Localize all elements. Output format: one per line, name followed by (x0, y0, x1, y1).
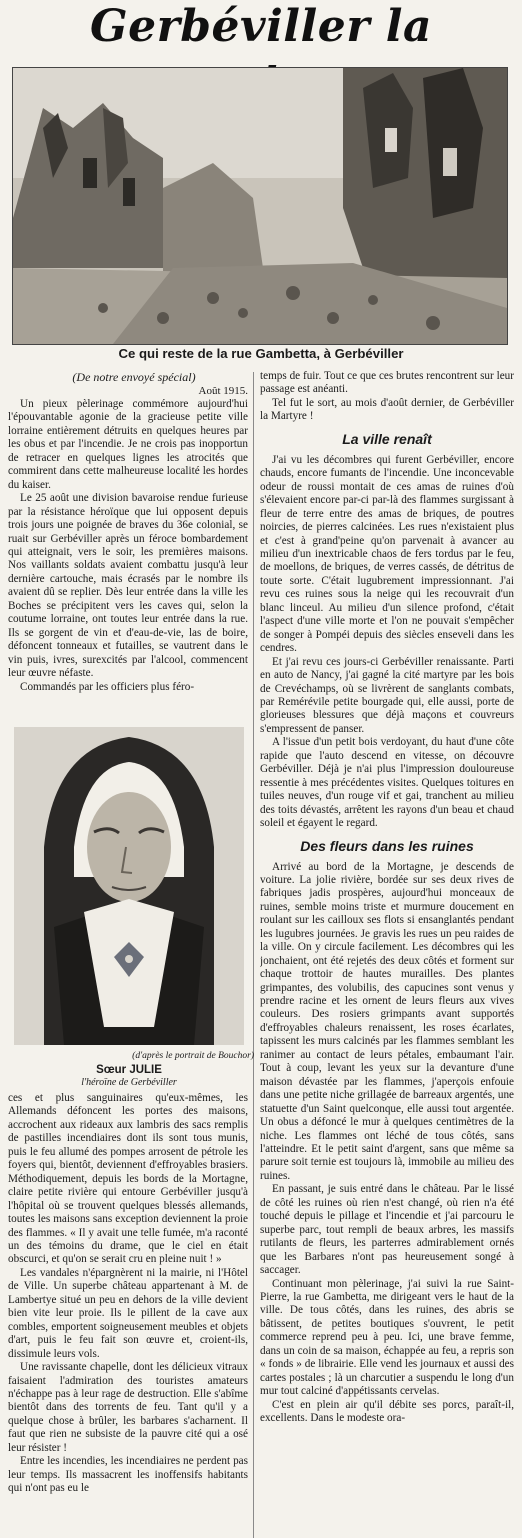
paragraph: Tel fut le sort, au mois d'août dernier, de Gerbéviller la Martyre ! (260, 396, 514, 423)
paragraph: Les vandales n'épargnèrent ni la mairie, ni l'Hôtel de Ville. Un superbe château appartenant à M. de Lambertye situé un peu en dehors de la ville devient bien vite leur proie. Ils le pillent de la cave aux combles, emportent soigneusement meubles et objets d'art, puis le feu fait son œuvre et, croient-ils, dissimule leurs vols. (8, 1266, 248, 1360)
dateline: Août 1915. (198, 385, 248, 397)
paragraph: Entre les incendies, les incendiaires ne perdent pas leur temps. Ils massacrent les inoffensifs habitants qui n'ont pas eu le (8, 1455, 248, 1495)
ruins-photo (12, 67, 508, 345)
subhead-ville-renait: La ville renaît (342, 430, 432, 447)
paragraph: Une ravissante chapelle, dont les délicieux vitraux faisaient l'admiration des touristes amateurs n'échappe pas à leur rage de destruction. Elle s'abîme bientôt dans des torrents de feu. Tant qu'il y a quelque chose à brûler, les barbares s'acharnent. Il faut que rien ne subsiste de la pauvre cité qui a osé leur résister ! (8, 1361, 248, 1454)
paragraph: temps de fuir. Tout ce que ces brutes rencontrent sur leur passage est anéanti. (260, 370, 514, 396)
page-title: Gerbéviller la (90, 1, 432, 52)
column-divider (253, 372, 254, 1538)
photo-caption: Ce qui reste de la rue Gambetta, à Gerbéviller (118, 346, 404, 361)
left-column-top (8, 370, 248, 720)
subhead-fleurs-ruines: Des fleurs dans les ruines (300, 837, 474, 854)
paragraph: Un pieux pèlerinage commémore aujourd'hui l'épouvantable agonie de la gracieuse petite ville lorraine entièrement détruits en quelques heures par les obus et par l'incendie. Je ne crois pas inopportun de retracer en quelques lignes les atrocités que commirent dans cette malheureuse localité les hordes du kaiser. (8, 398, 248, 491)
portrait-image (14, 727, 244, 1045)
paragraph: Commandés par les officiers plus féro- (20, 680, 195, 693)
byline: (De notre envoyé spécial) (72, 370, 196, 384)
paragraph: ces et plus sanguinaires qu'eux-mêmes, les Allemands défoncent les portes des maisons, accrochent aux rideaux aux lambris des sacs remplis de pastilles incendiaires dont ils sont tous munis, puis le feu allumé des pompes arrosent de pétrole les foyers qui, bientôt, deviennent d'effroyables brasiers. Méthodiquement, depuis les bords de la Mortagne, claire petite rivière qui entoure Gerbéviller jusqu'à l'hôpital où se trouvent quelques blessés allemands, toutes les maisons sans exception deviennent la proie des flammes. « Il y avait une telle fumée, m'a raconté un des témoins du drame, que le ciel en était obscurci, et qu'on se serait cru en pleine nuit ! » (8, 1092, 248, 1266)
portrait-name: Sœur JULIE (96, 1064, 162, 1076)
paragraph: J'ai vu les décombres qui furent Gerbéviller, encore chauds, encore fumants de l'incendie. Une inconcevable odeur de roussi montait de ces amas de ruines d'où s'élevaient encore par-ci par-là des flammes surgissant à fleur de terre entre des amas de briques, de poutres noircies, de pierres calcinées. Les rues n'existaient plus et c'est à grand'peine qu'on parvenait à avancer au milieu d'un inextricable chaos de fers tordus par le feu, de moellons, de briques, de verres cassés, de détritus de toute sorte. C'était lugubrement impressionnant. J'ai revu ces ruines sous la neige qui les recouvrait d'un blanc linceul. Au milieu d'un silence profond, c'était l'aspect d'une ville morte et l'on ne pouvait s'empêcher de songer à Pompéi depuis des siècles enseveli dans les cendres. (260, 453, 514, 655)
paragraph: A l'issue d'un petit bois verdoyant, du haut d'une côte rapide que l'auto descend en vitesse, on découvre Gerbéviller. Déjà je n'ai plus l'impression douloureuse ressentie à mes précédentes visites. Quelques toitures en tuiles neuves, d'un rouge vif et gai, tranchent au milieu des toits dévastés, arrêtent les rayons d'un beau et chaud soleil et égayent le regard. (260, 736, 514, 830)
portrait-credit: (d'après le portrait de Bouchor) (132, 1051, 254, 1061)
paragraph: C'est en plein air qu'il débite ses porcs, paraît-il, excellents. Dans le modeste ora- (260, 1398, 514, 1425)
left-column-bottom (8, 1092, 248, 1536)
right-column (260, 370, 514, 1536)
paragraph: Arrivé au bord de la Mortagne, je descends de voiture. La jolie rivière, bordée sur ses deux rives de fabriques jadis prospères, aujourd'hui monceaux de ruines, semble moins triste et murmure doucement en roulant sur les cailloux ses flots si ensanglantés pendant les lugubres journées. Je gravis les rues un peu raides de la ville. On y circule facilement. Les décombres qui les jonchaient, ont été rejetés des deux côtés et forment sur chaque trottoir de hautes murailles. Des plantes grimpantes, des volubilis, des capucines sont venus y prendre racine et les ornent de leurs fleurs aux vives couleurs. Des rosiers grimpants avant supportés d'effroyables chaleurs renaissent, les roses écarlates, tapissent les murs calcinés par les flammes semblant les ranimer au contact de leurs pétales, embaumant l'air. Tout à coup, levant les yeux sur la devanture d'une maison dévastée par les flammes, j'aperçois enfouie dans une petite niche grillagée de barreaux argentés, une statuette d'un Saint quelconque, elle aussi tout argentée. Un obus a défoncé le mur à quelques centimètres de la niche. Les flammes ont léché de tous côtés, sans l'atteindre. Et le petit saint d'argent, sans que même sa parure soit ternie est toujours là, immobile au milieu des ruines. (260, 860, 514, 1182)
portrait-subtitle: l'héroïne de Gerbéviller (81, 1077, 177, 1088)
paragraph: En passant, je suis entré dans le château. Par le lissé de côté les ruines où rien n'est changé, où rien n'a été touché depuis le pillage et l'incendie et j'ai parcouru le superbe parc, tout rempli de beaux arbres, les massifs rutilants de fleurs, les parterres admirablement ornés que les Barbares n'ont pas heureusement songé à saccager. (260, 1183, 514, 1277)
paragraph: Et j'ai revu ces jours-ci Gerbéviller renaissante. Parti en auto de Nancy, j'ai gagné la cité martyre par les bois de Crevéchamps, où se livrèrent de sanglants combats, par Remérévile petite bourgade qui, elle aussi, porte de glorieuses blessures que déjà maçons et couvreurs s'empressent de panser. (260, 655, 514, 735)
paragraph: Le 25 août une division bavaroise rendue furieuse par la résistance héroïque que lui opposent depuis trois jours une poignée de braves du 36e colonial, se ruait sur Gerbéviller après un féroce bombardement qui atteignait, vers le soir, les premières maisons. Nos vaillants soldats avaient combattu jusqu'à leur dernière cartouche, mais écrasés par le nombre ils avaient dû se replier. Dès leur entrée dans la ville les Boches se précipitent vers les caves qui, selon la coutume lorraine, ont toutes leur entrée dans la rue. Ils se gorgent de vin et d'eau-de-vie, las de boire, défoncent tonneaux et futailles, se vautrent dans le vin puis, ivres, surexcités par l'alcool, commencent leur œuvre néfaste. (8, 492, 248, 680)
paragraph: Continuant mon pèlerinage, j'ai suivi la rue Saint-Pierre, la rue Gambetta, me dirigeant vers le haut de la ville. De tous côtés, dans les ruines, des abris se bâtissent, de petites boutiques s'ouvrent, le petit commerce reprend peu à peu. Ici, une brave femme, dans un coin de sa maison, échappée au feu, a repris son « fonds » de librairie. Elle vend les journaux et aussi des cartes postales ; là un charcutier a suspendu le long d'un mur tout calciné d'appétissants cervelas. (260, 1277, 514, 1398)
